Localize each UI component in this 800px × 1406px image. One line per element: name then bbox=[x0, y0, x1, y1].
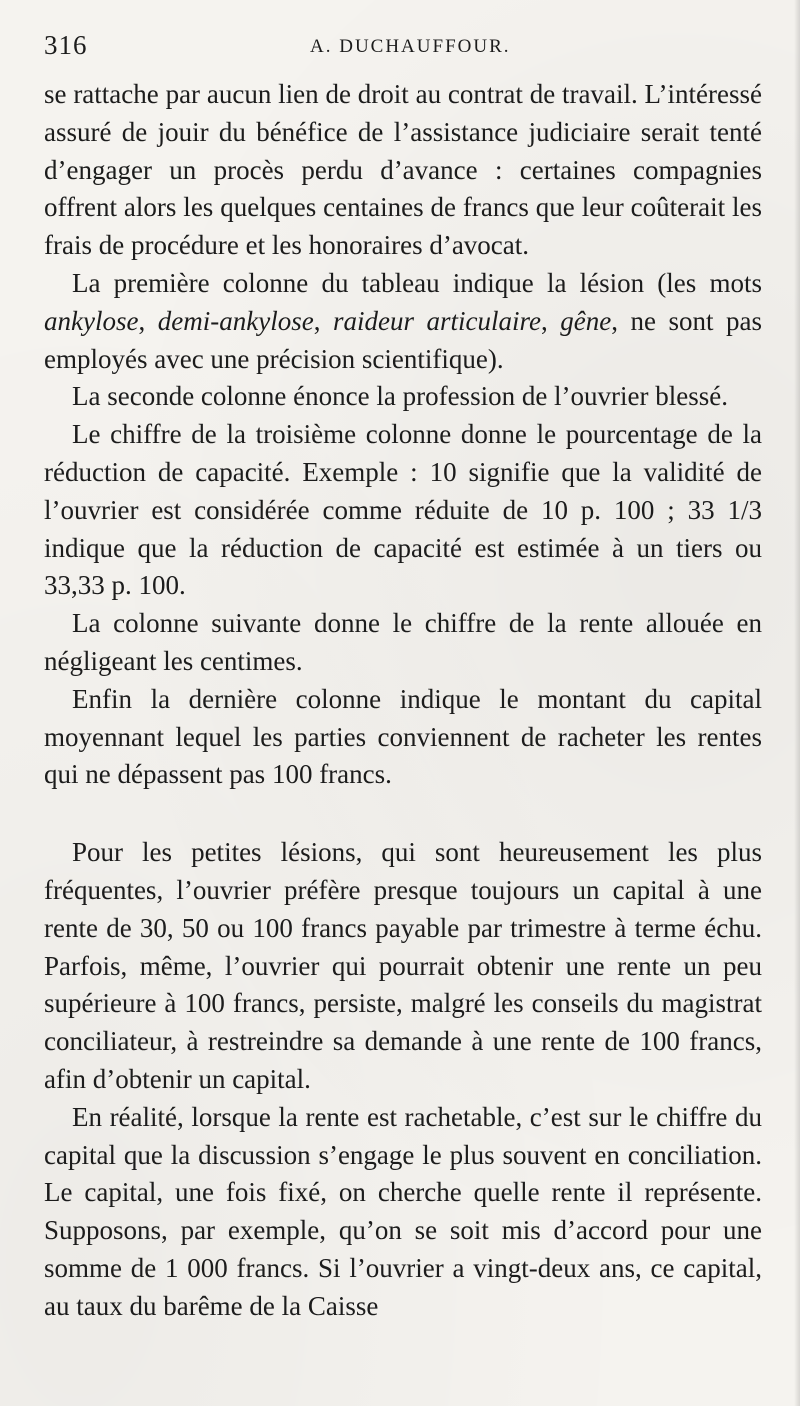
body-text bbox=[44, 76, 762, 1326]
paragraph-rent-column: La colonne suivante donne le chiffre de la rente allouée en négligeant les centimes. bbox=[44, 608, 762, 676]
separator: , bbox=[313, 305, 333, 336]
paragraph-text: La première colonne du tableau indique la lésion (les mots bbox=[72, 267, 762, 298]
term-gene: gêne bbox=[560, 305, 612, 336]
paragraph-capital-column: Enfin la dernière colonne indique le montant du capital moyennant lequel les parties conviennent de racheter les rentes qui ne dépassent pas 100 francs. bbox=[44, 683, 762, 790]
paragraph-text: , ne sont pas employés avec une précision scientifique). bbox=[44, 305, 763, 374]
page-edge-shadow bbox=[794, 0, 800, 1406]
page-number: 316 bbox=[44, 30, 88, 60]
paragraph-third-column: Le chiffre de la troisième colonne donne le pourcentage de la réduction de capacité. Exemple : 10 signifie que la validité de l’ouvrier est considérée comme réduite de 10 p. 100 ; 33 1/3 indique que la réduction de capacité est estimée à un tiers ou 33,33 p. 100. bbox=[44, 419, 762, 601]
paragraph-small-lesions: Pour les petites lésions, qui sont heureusement les plus fréquentes, l’ouvrier préfère presque toujours un capital à une rente de 30, 50 ou 100 francs payable par trimestre à terme échu. Parfois, même, l’ouvrier qui pourrait obtenir une rente un peu supérieure à 100 francs, persiste, malgré les conseils du magistrat conciliateur, à restreindre sa demande à une rente de 100 francs, afin d’obtenir un capital. bbox=[44, 837, 762, 1094]
term-ankylose: ankylose bbox=[44, 305, 139, 336]
paragraph-conciliation: En réalité, lorsque la rente est rachetable, c’est sur le chiffre du capital que la discussion s’engage le plus souvent en conciliation. Le capital, une fois fixé, on cherche quelle rente il représente. Supposons, par exemple, qu’on se soit mis d’accord pour une somme de 1 000 francs. Si l’ouvrier a vingt-deux ans, ce capital, au taux du barême de la Caisse bbox=[44, 1101, 762, 1321]
running-head bbox=[44, 30, 764, 66]
paragraph-first-column bbox=[44, 265, 762, 378]
paragraph-continuation: se rattache par aucun lien de droit au contrat de travail. L’intéressé assuré de jouir du bénéfice de l’assistance judiciaire serait tenté d’engager un procès perdu d’avance : certaines compagnies offrent alors les quelques centaines de francs que leur coûterait les frais de procédure et les honoraires d’avocat. bbox=[44, 79, 762, 261]
term-raideur-articulaire: raideur articulaire bbox=[332, 305, 541, 336]
section-gap bbox=[44, 794, 762, 834]
separator: , bbox=[540, 305, 561, 336]
term-demi-ankylose: demi-ankylose bbox=[157, 305, 314, 336]
running-title: A. DUCHAUFFOUR. bbox=[310, 36, 511, 57]
separator: , bbox=[138, 305, 158, 336]
paragraph-second-column: La seconde colonne énonce la profession de l’ouvrier blessé. bbox=[72, 381, 729, 412]
